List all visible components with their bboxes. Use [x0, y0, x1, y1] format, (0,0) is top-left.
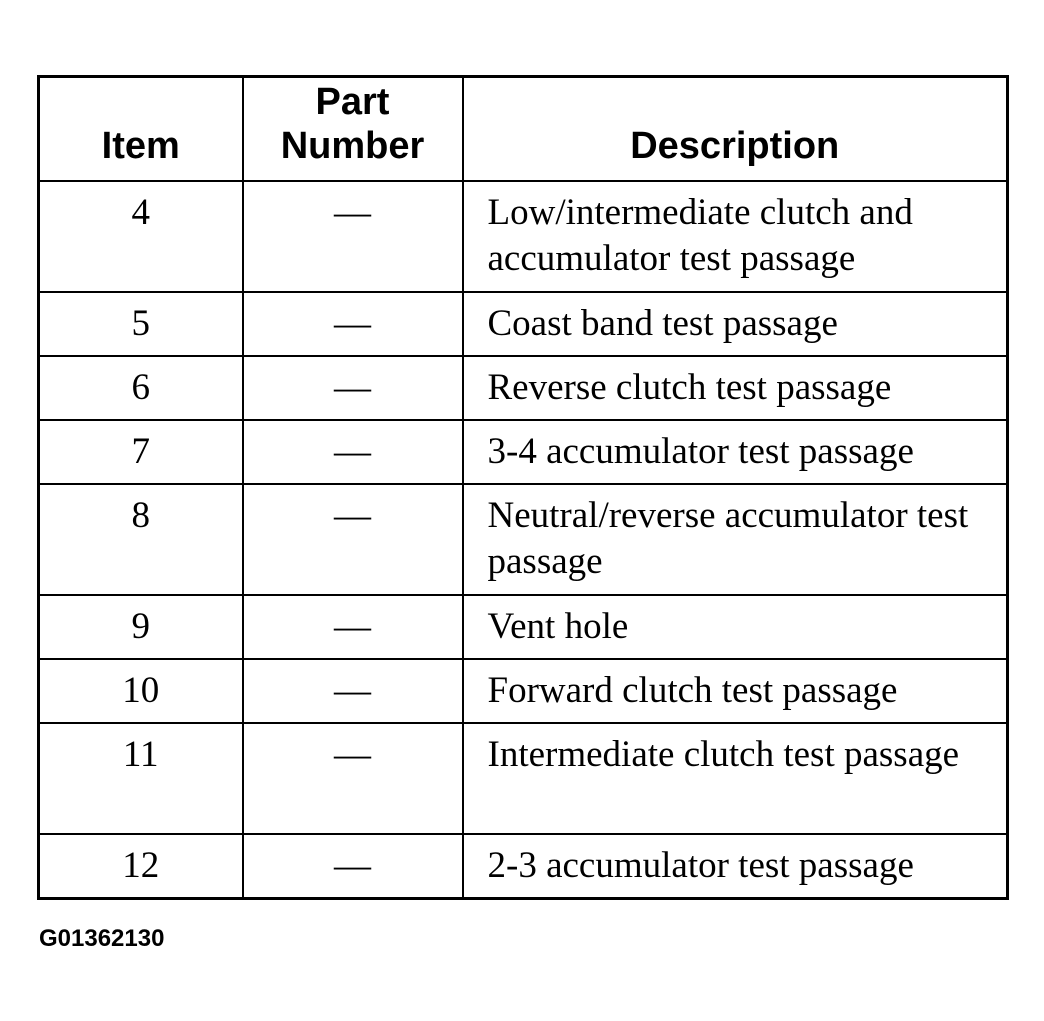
table-row — [39, 659, 1008, 723]
item-cell: 5 — [39, 292, 243, 356]
part-number-cell: — — [243, 420, 463, 484]
part-number-cell: — — [243, 356, 463, 420]
description-cell: Coast band test passage — [463, 292, 1008, 356]
item-cell: 7 — [39, 420, 243, 484]
description-cell: Reverse clutch test passage — [463, 356, 1008, 420]
table-row — [39, 292, 1008, 356]
table-header-row — [39, 77, 1008, 181]
part-number-cell: — — [243, 723, 463, 834]
header-part-number: Part Number — [243, 77, 463, 181]
description-cell: Intermediate clutch test passage — [463, 723, 1008, 834]
part-number-cell: — — [243, 595, 463, 659]
table-row — [39, 834, 1008, 899]
figure-id: G01362130 — [39, 925, 165, 952]
part-number-cell: — — [243, 834, 463, 899]
item-cell: 6 — [39, 356, 243, 420]
description-cell: 3-4 accumulator test passage — [463, 420, 1008, 484]
item-cell: 12 — [39, 834, 243, 899]
table-row — [39, 595, 1008, 659]
parts-table — [37, 75, 1009, 900]
item-cell: 10 — [39, 659, 243, 723]
item-cell: 4 — [39, 181, 243, 292]
table-row — [39, 723, 1008, 834]
part-number-cell: — — [243, 292, 463, 356]
description-cell: Vent hole — [463, 595, 1008, 659]
description-cell: Low/intermediate clutch and accumulator test passage — [463, 181, 1008, 292]
table-row — [39, 181, 1008, 292]
part-number-cell: — — [243, 181, 463, 292]
header-description: Description — [463, 77, 1008, 181]
description-cell: Forward clutch test passage — [463, 659, 1008, 723]
item-cell: 8 — [39, 484, 243, 595]
header-item: Item — [39, 77, 243, 181]
description-cell: Neutral/reverse accumulator test passage — [463, 484, 1008, 595]
table-row — [39, 484, 1008, 595]
part-number-cell: — — [243, 484, 463, 595]
item-cell: 11 — [39, 723, 243, 834]
description-cell: 2-3 accumulator test passage — [463, 834, 1008, 899]
table-row — [39, 420, 1008, 484]
item-cell: 9 — [39, 595, 243, 659]
part-number-cell: — — [243, 659, 463, 723]
table-row — [39, 356, 1008, 420]
